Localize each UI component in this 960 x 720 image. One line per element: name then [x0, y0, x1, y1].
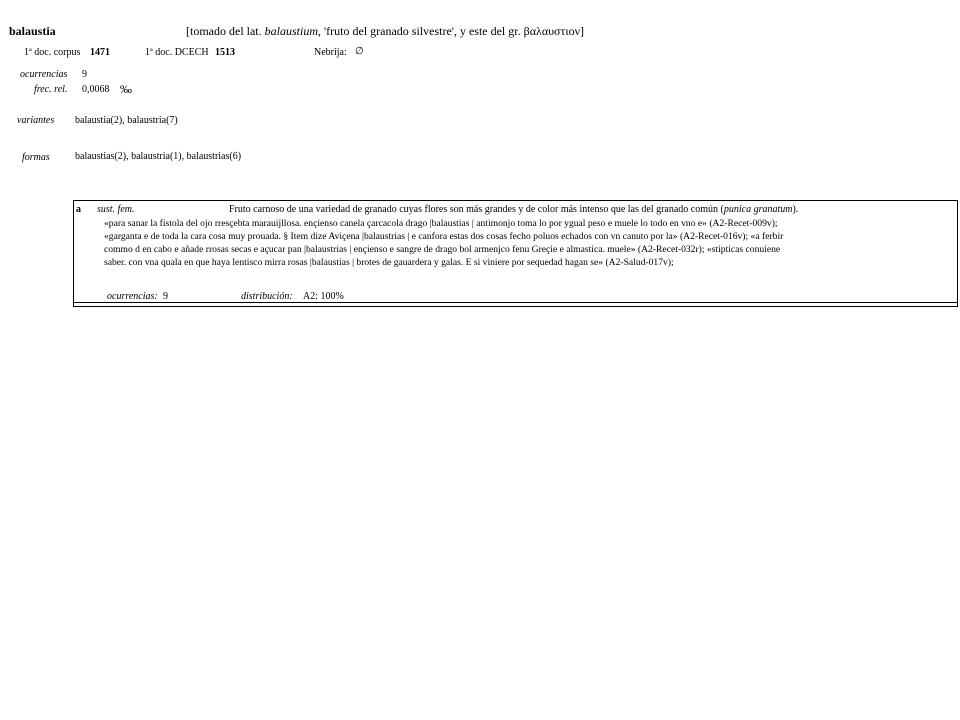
frec-unit: ‰ [120, 82, 132, 96]
sense-ocurrencias-value: 9 [163, 291, 168, 302]
nebrija-value: ∅ [355, 46, 364, 57]
etymology-middle: , 'fruto del granado silvestre', y este del gr. [318, 24, 524, 38]
citation-line: saber. con vna quala en que haya lentisco mirra rosas |balaustias | brotes de gauardera y galas. E si viniere por sequedad hagan se» (A2-Salud-017v); [104, 257, 674, 268]
citation-line: «para sanar la fistola del ojo rresçebta marauijllosa. ençienso canela çarcacola drago |balaustias | antimonjo toma lo por ygual peso e muele lo todo en vno e» (A2-Recet-009v); [104, 218, 778, 229]
distribucion-value: A2: 100% [303, 291, 344, 302]
ocurrencias-value: 9 [82, 69, 87, 80]
frec-value: 0,0068 [82, 84, 110, 95]
formas-label: formas [22, 152, 50, 163]
definition-end: ). [792, 204, 799, 215]
etymology-open: [tomado del lat. [186, 24, 265, 38]
dcech-doc-label: 1ª doc. DCECH [145, 47, 209, 58]
variantes-label: variantes [17, 115, 55, 126]
variantes-value: balaustia(2), balaustria(7) [75, 115, 178, 126]
corpus-doc-value: 1471 [90, 47, 110, 58]
definition-scientific-name: punica granatum [723, 204, 793, 215]
bottom-rule [73, 302, 957, 303]
etymology-latin: balaustium [264, 24, 318, 38]
sense-pos: sust. fem. [97, 204, 135, 215]
corpus-doc-label: 1ª doc. corpus [24, 47, 81, 58]
headword: balaustia [9, 24, 56, 38]
definition-text: Fruto carnoso de una variedad de granado cuyas flores son más grandes y de color más intenso que las del granado común ( [229, 204, 724, 215]
sense-ocurrencias-label: ocurrencias: [107, 291, 158, 302]
sense-definition [229, 204, 798, 215]
nebrija-label: Nebrija: [314, 47, 347, 58]
formas-value: balaustias(2), balaustria(1), balaustrias(6) [75, 151, 242, 162]
ocurrencias-label: ocurrencias [20, 69, 68, 80]
etymology-close: ] [580, 24, 584, 38]
box-bottom-border [73, 306, 957, 307]
etymology-greek: βαλαυστιον [523, 24, 580, 38]
dcech-doc-value: 1513 [215, 47, 235, 58]
sense-letter: a [76, 204, 81, 215]
etymology [186, 24, 584, 39]
citation-line: «garganta e de toda la cara cosa muy prouada. § Item dize Aviçena |balaustrias | e canfora estas dos cosas fecho poluos echados con vn canuto por la» (A2-Recet-016v); «a ferbir [104, 231, 784, 242]
frec-label: frec. rel. [34, 84, 68, 95]
distribucion-label: distribución: [241, 291, 293, 302]
citation-line: commo d en cabo e añade rrosas secas e açucar pan |balaustrias | ençienso e sangre de drago bol armenjco fenu Greçie e almastica. muele» (A2-Recet-032r); «stipticas conuiene [104, 244, 781, 255]
